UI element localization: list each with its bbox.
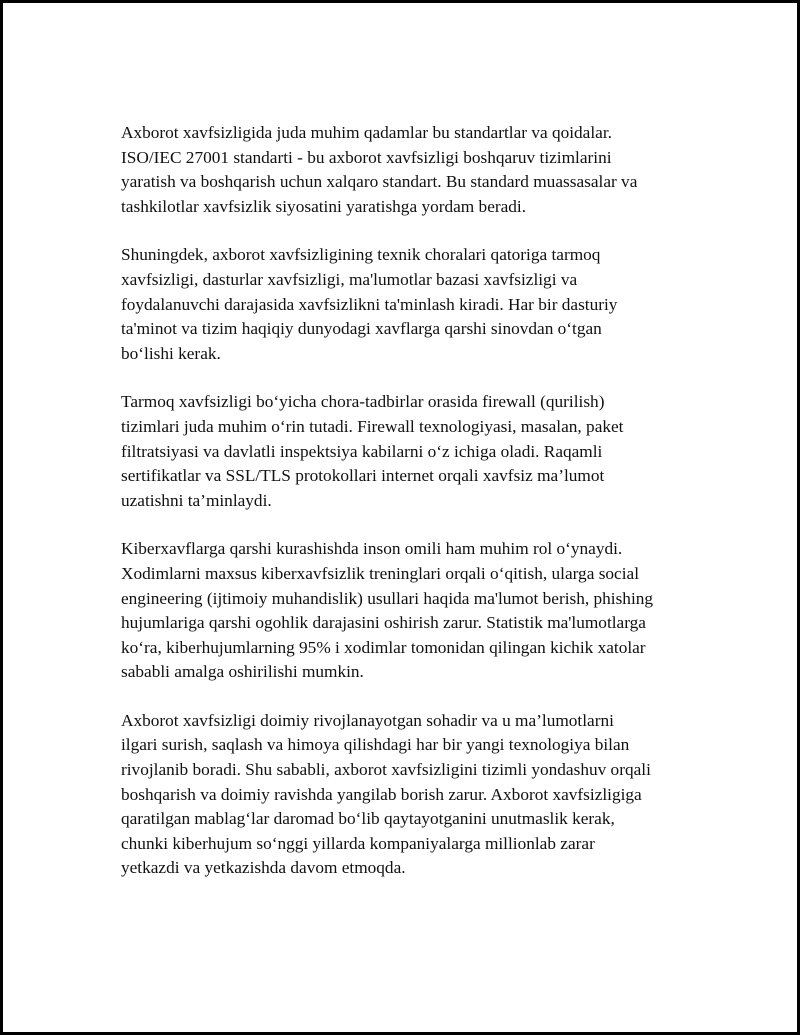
text-line: hujumlariga qarshi ogohlik darajasini oshirish zarur. Statistik ma'lumotlarga [121, 613, 646, 633]
text-line: ko‘ra, kiberhujumlarning 95% i xodimlar tomonidan qilingan kichik xatolar [121, 637, 646, 657]
text-line: Kiberxavflarga qarshi kurashishda inson omili ham muhim rol o‘ynaydi. [121, 539, 623, 559]
text-line: qaratilgan mablag‘lar daromad bo‘lib qaytayotganini unutmaslik kerak, [121, 809, 615, 829]
paragraph-4 [121, 537, 693, 685]
text-line: foydalanuvchi darajasida xavfsizlikni ta'minlash kiradi. Har bir dasturiy [121, 294, 618, 314]
text-line: bo‘lishi kerak. [121, 343, 221, 363]
text-line: boshqarish va doimiy ravishda yangilab borish zarur. Axborot xavfsizligiga [121, 784, 642, 804]
text-line: ISO/IEC 27001 standarti - bu axborot xavfsizligi boshqaruv tizimlarini [121, 147, 612, 167]
paragraph-3 [121, 390, 693, 513]
text-line: Axborot xavfsizligida juda muhim qadamlar bu standartlar va qoidalar. [121, 123, 612, 142]
text-line: tizimlari juda muhim o‘rin tutadi. Firewall texnologiyasi, masalan, paket [121, 416, 624, 436]
text-line: tashkilotlar xavfsizlik siyosatini yaratishga yordam beradi. [121, 196, 527, 216]
paragraph-5 [121, 709, 693, 881]
text-line: filtratsiyasi va davlatli inspektsiya kabilarni o‘z ichiga oladi. Raqamli [121, 441, 603, 461]
text-line: chunki kiberhujum so‘nggi yillarda kompaniyalarga millionlab zarar [121, 833, 595, 853]
text-line: Xodimlarni maxsus kiberxavfsizlik treninglari orqali o‘qitish, ularga social [121, 563, 639, 583]
text-line: Shuningdek, axborot xavfsizligining texnik choralari qatoriga tarmoq [121, 245, 601, 265]
text-line: engineering (ijtimoiy muhandislik) usullari haqida ma'lumot berish, phishing [121, 588, 654, 608]
text-line: ilgari surish, saqlash va himoya qilishdagi har bir yangi texnologiya bilan [121, 735, 630, 755]
text-line: ta'minot va tizim haqiqiy dunyodagi xavflarga qarshi sinovdan o‘tgan [121, 319, 602, 339]
text-line: sababli amalga oshirilishi mumkin. [121, 662, 364, 682]
text-line: xavfsizligi, dasturlar xavfsizligi, ma'lumotlar bazasi xavfsizligi va [121, 269, 578, 289]
text-line: Tarmoq xavfsizligi bo‘yicha chora-tadbirlar orasida firewall (qurilish) [121, 392, 605, 412]
text-line: yetkazdi va yetkazishda davom etmoqda. [121, 858, 406, 878]
text-line: Axborot xavfsizligi doimiy rivojlanayotgan sohadir va u ma’lumotlarni [121, 710, 614, 730]
paragraph-1 [121, 121, 693, 219]
document-body [121, 121, 693, 905]
text-line: yaratish va boshqarish uchun xalqaro standart. Bu standard muassasalar va [121, 172, 638, 192]
text-line: sertifikatlar va SSL/TLS protokollari internet orqali xavfsiz ma’lumot [121, 466, 605, 486]
text-line: rivojlanib boradi. Shu sababli, axborot xavfsizligini tizimli yondashuv orqali [121, 760, 651, 780]
text-line: uzatishni ta’minlaydi. [121, 490, 272, 510]
paragraph-2 [121, 243, 693, 366]
